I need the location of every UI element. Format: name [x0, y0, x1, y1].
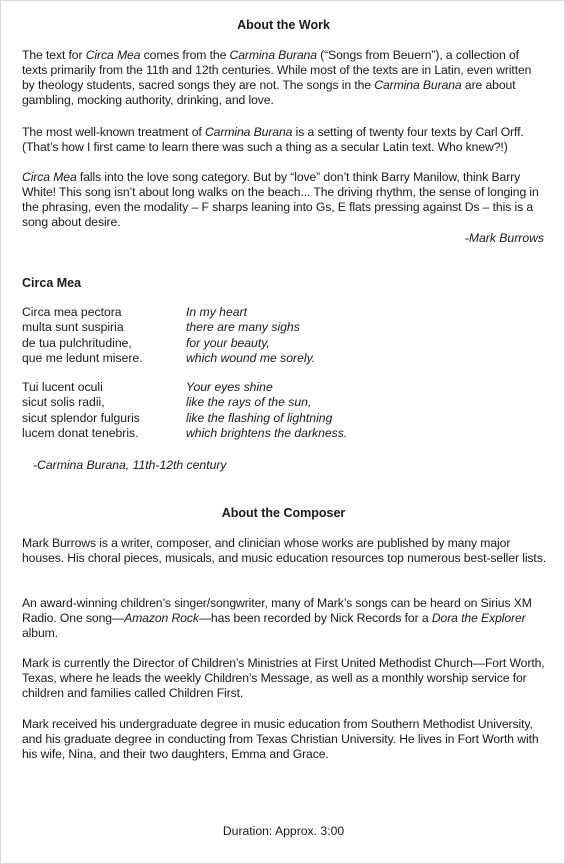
latin-text: multa sunt suspiria — [22, 320, 124, 335]
work-paragraph-2: The most well-known treatment of Carmina Burana is a setting of twenty four texts by Carl Orff. (That’s how I first came to learn there was such a thing as a secular Latin text. Who knew?!) — [22, 125, 524, 154]
poem-line — [22, 351, 422, 366]
italic-title: Circa Mea — [85, 48, 141, 62]
italic-title: Amazon Rock — [124, 611, 199, 625]
about-the-work-heading: About the Work — [237, 18, 330, 32]
latin-text: sicut solis radii, — [22, 395, 105, 410]
work-paragraph-1: The text for Circa Mea comes from the Carmina Burana (“Songs from Beuern”), a collection of texts primarily from the 11th and 12th centuries. While most of the texts are in Latin, even written by theology students, sacred songs they are not. The songs in the Carmina Burana are about gambling, mocking authority, drinking, and love. — [22, 48, 532, 107]
composer-paragraph-4: Mark received his undergraduate degree in music education from Southern Methodist University, and his graduate degree in conducting from Texas Christian University. He lives in Fort Worth with his wife, Nina, and their two daughters, Emma and Grace. — [22, 717, 539, 761]
latin-text: que me ledunt misere. — [22, 351, 143, 366]
italic-title: Circa Mea — [22, 170, 77, 184]
work-signature: -Mark Burrows — [464, 231, 544, 245]
english-translation: like the rays of the sun, — [186, 395, 312, 410]
about-the-composer-heading: About the Composer — [221, 506, 346, 520]
poem-line — [22, 336, 422, 351]
composer-paragraph-2: An award-winning children’s singer/songwriter, many of Mark’s songs can be heard on Sirius XM Radio. One song—Amazon Rock—has been recorded by Nick Records for a Dora the Explorer album. — [22, 596, 532, 640]
poem-line — [22, 426, 422, 441]
poem-source: -Carmina Burana, 11th-12th century — [33, 458, 227, 472]
poem-stanza-2 — [22, 380, 422, 442]
italic-title: Carmina Burana — [229, 48, 317, 62]
english-translation: there are many sighs — [186, 320, 300, 335]
latin-text: Tui lucent oculi — [22, 380, 103, 394]
poem-title: Circa Mea — [22, 276, 82, 290]
english-translation: Your eyes shine — [186, 380, 273, 394]
poem-stanza-1 — [22, 305, 422, 367]
latin-text: de tua pulchritudine, — [22, 335, 132, 350]
composer-paragraph-3: Mark is currently the Director of Children’s Ministries at First United Methodist Church—Fort Worth, Texas, where he leads the weekly Children’s Message, as well as a monthly worship service for children and families called Children First. — [22, 656, 545, 700]
latin-text: Circa mea pectora — [22, 305, 122, 319]
poem-line — [22, 320, 422, 335]
english-translation: which brightens the darkness. — [186, 426, 348, 441]
poem-line — [22, 305, 422, 320]
italic-title: Carmina Burana — [374, 78, 462, 92]
latin-text: lucem donat tenebris. — [22, 426, 139, 441]
work-paragraph-3: Circa Mea falls into the love song category. But by “love” don’t think Barry Manilow, think Barry White! This song isn’t about long walks on the beach... The driving rhythm, the sense of longing in the phrasing, even the modality – F sharps leaning into Gs, E flats pressing against Ds – this is a song about desire. — [22, 170, 539, 229]
english-translation: which wound me sorely. — [186, 351, 316, 366]
english-translation: for your beauty, — [186, 335, 270, 350]
english-translation: like the flashing of lightning — [186, 410, 333, 425]
english-translation: In my heart — [186, 305, 247, 319]
poem-line — [22, 411, 422, 426]
poem-line — [22, 395, 422, 410]
poem-line — [22, 380, 422, 395]
italic-title: Dora the Explorer — [431, 611, 526, 625]
duration-label: Duration: Approx. 3:00 — [222, 824, 345, 838]
latin-text: sicut splendor fulguris — [22, 410, 140, 425]
italic-title: Carmina Burana — [204, 125, 293, 139]
composer-paragraph-1: Mark Burrows is a writer, composer, and clinician whose works are published by many major houses. His choral pieces, musicals, and music education resources top numerous best-seller lists. — [22, 536, 546, 565]
